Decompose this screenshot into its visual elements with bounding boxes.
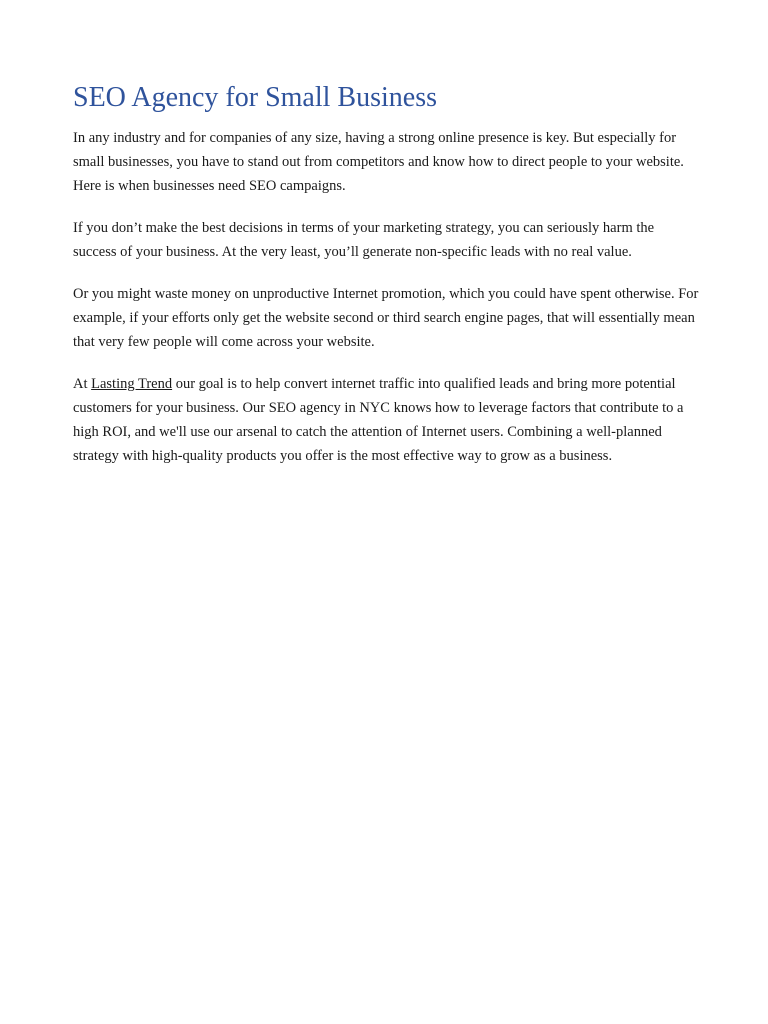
paragraph-strategy: If you don’t make the best decisions in terms of your marketing strategy, you can seriously harm the success of your business. At the very least, you’ll generate non-specific leads with no real value.: [73, 220, 655, 260]
paragraph-promotion: Or you might waste money on unproductive Internet promotion, which you could have spent otherwise. For example, if your efforts only get the website second or third search engine pages, that will essentially mean that very few people will come across your website.: [73, 286, 699, 350]
paragraph-lasting-trend-prefix: At: [73, 376, 92, 392]
lasting-trend-link[interactable]: Lasting Trend: [91, 376, 173, 392]
paragraph-lasting-trend-body: our goal is to help convert internet traffic into qualified leads and bring more potential customers for your business. Our SEO agency in NYC knows how to leverage factors that contribute to a high ROI, and we'll use our arsenal to catch the attention of Internet users. Combining a well-planned strategy with high-quality products you offer is the most effective way to grow as a business.: [73, 376, 684, 464]
document-title: SEO Agency for Small Business: [73, 82, 437, 113]
document-page: [73, 80, 701, 486]
paragraph-lasting-trend: [73, 372, 701, 468]
paragraph-intro: In any industry and for companies of any size, having a strong online presence is key. But especially for small businesses, you have to stand out from competitors and know how to direct people to your website. Here is when businesses need SEO campaigns.: [73, 130, 684, 194]
